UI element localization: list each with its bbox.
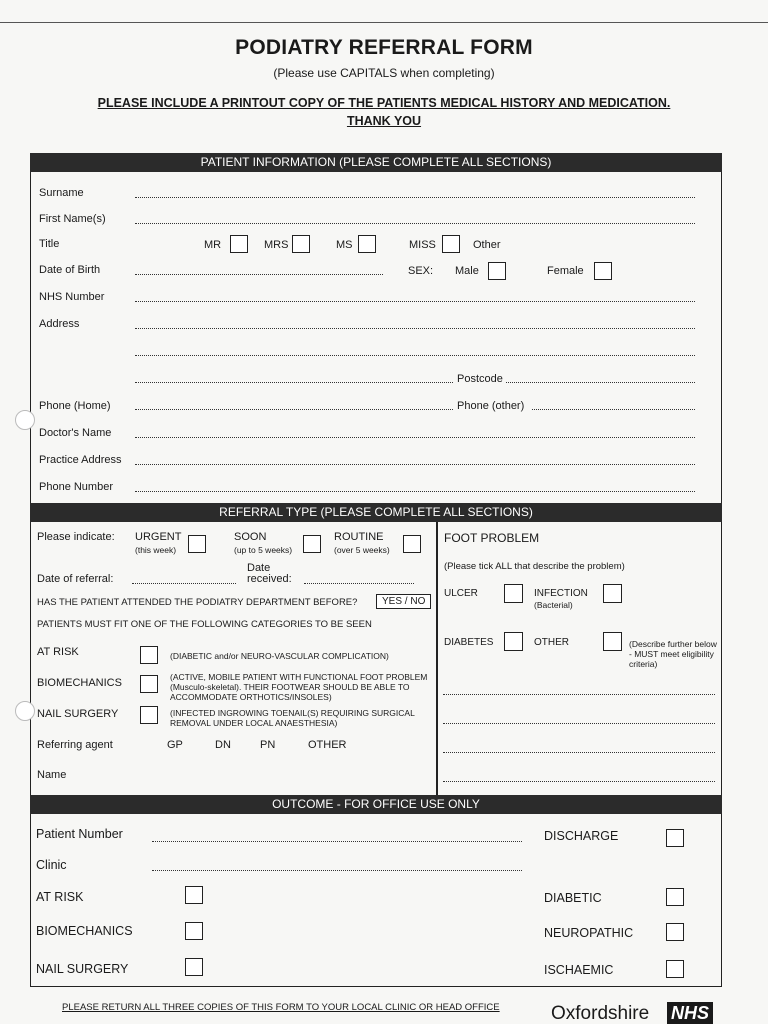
diabetic-checkbox[interactable] <box>666 888 684 906</box>
phone-other-field[interactable] <box>532 409 695 410</box>
agent-dn[interactable]: DN <box>215 739 231 751</box>
doctor-name-label: Doctor's Name <box>39 427 112 439</box>
attended-before-label: HAS THE PATIENT ATTENDED THE PODIATRY DEPARTMENT BEFORE? <box>37 597 358 608</box>
nail-surgery-checkbox[interactable] <box>140 706 158 724</box>
soon-note: (up to 5 weeks) <box>234 545 293 555</box>
sex-female-label: Female <box>547 265 584 277</box>
practice-address-label: Practice Address <box>39 454 122 466</box>
neuropathic-label: NEUROPATHIC <box>544 926 634 940</box>
soon-checkbox[interactable] <box>303 535 321 553</box>
address-line-2[interactable] <box>135 355 695 356</box>
phone-other-label: Phone (other) <box>457 400 525 412</box>
title-mrs-label: MRS <box>264 239 289 251</box>
patient-number-field[interactable] <box>152 841 522 842</box>
name-label: Name <box>37 769 67 781</box>
foot-problem-instruction: (Please tick ALL that describe the problem) <box>444 561 625 572</box>
foot-problem-header: FOOT PROBLEM <box>444 531 540 545</box>
outcome-biomechanics-label: BIOMECHANICS <box>36 924 133 938</box>
outcome-panel <box>30 795 722 987</box>
title-other-label: Other <box>473 239 501 251</box>
punch-hole-lower <box>15 701 35 721</box>
patient-number-label: Patient Number <box>36 827 123 841</box>
routine-label: ROUTINE <box>334 531 384 543</box>
dob-field[interactable] <box>135 274 383 275</box>
routine-note: (over 5 weeks) <box>334 545 390 555</box>
urgent-note: (this week) <box>135 545 177 555</box>
nail-surgery-label: NAIL SURGERY <box>37 708 119 720</box>
referral-header: REFERRAL TYPE (PLEASE COMPLETE ALL SECTIONS) <box>30 503 722 522</box>
infection-note: (Bacterial) <box>534 600 573 610</box>
title-mr-checkbox[interactable] <box>230 235 248 253</box>
address-label: Address <box>39 318 80 330</box>
punch-hole-upper <box>15 410 35 430</box>
foot-desc-line-2[interactable] <box>443 723 715 724</box>
ulcer-label: ULCER <box>444 588 478 599</box>
page-title: PODIATRY REFERRAL FORM <box>235 36 533 59</box>
page-edge <box>0 22 768 23</box>
urgent-checkbox[interactable] <box>188 535 206 553</box>
outcome-nail-surgery-checkbox[interactable] <box>185 958 203 976</box>
foot-desc-line-3[interactable] <box>443 752 715 753</box>
routine-checkbox[interactable] <box>403 535 421 553</box>
notice-line-2: THANK YOU <box>346 114 422 128</box>
ischaemic-checkbox[interactable] <box>666 960 684 978</box>
title-ms-label: MS <box>336 239 353 251</box>
nhs-logo: NHS <box>667 1002 713 1024</box>
notice-line-1: PLEASE INCLUDE A PRINTOUT COPY OF THE PATIENTS MEDICAL HISTORY AND MEDICATION. <box>97 96 671 110</box>
first-names-field[interactable] <box>135 223 695 224</box>
at-risk-checkbox[interactable] <box>140 646 158 664</box>
first-names-label: First Name(s) <box>39 213 106 225</box>
biomechanics-checkbox[interactable] <box>140 675 158 693</box>
foot-other-note: (Describe further below - MUST meet eligibility criteria) <box>629 639 717 669</box>
address-line-1[interactable] <box>135 328 695 329</box>
title-label: Title <box>39 238 60 250</box>
referral-divider <box>436 522 438 797</box>
page-subtitle: (Please use CAPITALS when completing) <box>273 66 495 80</box>
clinic-field[interactable] <box>152 870 522 871</box>
nhs-number-label: NHS Number <box>39 291 105 303</box>
soon-label: SOON <box>234 531 267 543</box>
patient-info-panel <box>30 153 722 505</box>
foot-desc-line-1[interactable] <box>443 694 715 695</box>
referring-agent-label: Referring agent <box>37 739 113 751</box>
sex-male-checkbox[interactable] <box>488 262 506 280</box>
title-mrs-checkbox[interactable] <box>292 235 310 253</box>
outcome-at-risk-checkbox[interactable] <box>185 886 203 904</box>
diabetes-checkbox[interactable] <box>504 632 523 651</box>
postcode-label: Postcode <box>457 373 503 385</box>
please-indicate-label: Please indicate: <box>37 531 115 543</box>
sex-male-label: Male <box>455 265 479 277</box>
surname-label: Surname <box>39 187 84 199</box>
date-received-label-2: received: <box>247 573 292 585</box>
phone-home-label: Phone (Home) <box>39 400 111 412</box>
date-of-referral-field[interactable] <box>132 583 236 584</box>
dob-label: Date of Birth <box>39 264 101 276</box>
return-note: PLEASE RETURN ALL THREE COPIES OF THIS FORM TO YOUR LOCAL CLINIC OR HEAD OFFICE <box>62 1002 500 1013</box>
date-received-field[interactable] <box>304 583 414 584</box>
phone-number-label: Phone Number <box>39 481 113 493</box>
title-miss-label: MISS <box>409 239 436 251</box>
outcome-header: OUTCOME - FOR OFFICE USE ONLY <box>30 795 722 814</box>
outcome-nail-surgery-label: NAIL SURGERY <box>36 962 129 976</box>
sex-female-checkbox[interactable] <box>594 262 612 280</box>
outcome-biomechanics-checkbox[interactable] <box>185 922 203 940</box>
sex-label: SEX: <box>408 265 434 277</box>
at-risk-label: AT RISK <box>37 646 79 658</box>
phone-number-field[interactable] <box>135 491 695 492</box>
categories-label: PATIENTS MUST FIT ONE OF THE FOLLOWING CATEGORIES TO BE SEEN <box>37 619 372 630</box>
yes-no-box[interactable]: YES / NO <box>376 594 431 609</box>
neuropathic-checkbox[interactable] <box>666 923 684 941</box>
outcome-at-risk-label: AT RISK <box>36 890 84 904</box>
diabetes-label: DIABETES <box>444 637 494 648</box>
diabetic-label: DIABETIC <box>544 891 602 905</box>
at-risk-note: (DIABETIC and/or NEURO-VASCULAR COMPLICATION) <box>170 651 389 661</box>
agent-gp[interactable]: GP <box>167 739 183 751</box>
clinic-label: Clinic <box>36 858 67 872</box>
infection-label: INFECTION <box>534 588 588 599</box>
nail-surgery-note: (INFECTED INGROWING TOENAIL(S) REQUIRING SURGICAL REMOVAL UNDER LOCAL ANAESTHESIA) <box>170 708 415 728</box>
postcode-field[interactable] <box>506 382 695 383</box>
discharge-checkbox[interactable] <box>666 829 684 847</box>
foot-desc-line-4[interactable] <box>443 781 715 782</box>
biomechanics-note: (ACTIVE, MOBILE PATIENT WITH FUNCTIONAL FOOT PROBLEM (Musculo-skeletal). THEIR FOOTWEAR SHOULD BE ABLE TO ACCOMMODATE ORTHOTICS/INSOLES) <box>170 672 428 702</box>
address-line-3[interactable] <box>135 382 453 383</box>
oxfordshire-logo-text: Oxfordshire <box>551 1003 650 1024</box>
agent-other[interactable]: OTHER <box>308 739 347 751</box>
ischaemic-label: ISCHAEMIC <box>544 963 614 977</box>
agent-pn[interactable]: PN <box>260 739 276 751</box>
patient-info-header: PATIENT INFORMATION (PLEASE COMPLETE ALL SECTIONS) <box>30 153 722 172</box>
title-mr-label: MR <box>204 239 222 251</box>
discharge-label: DISCHARGE <box>544 829 619 843</box>
infection-checkbox[interactable] <box>603 584 622 603</box>
nhs-number-field[interactable] <box>135 301 695 302</box>
practice-address-field[interactable] <box>135 464 695 465</box>
date-of-referral-label: Date of referral: <box>37 573 114 585</box>
foot-other-checkbox[interactable] <box>603 632 622 651</box>
urgent-label: URGENT <box>135 531 182 543</box>
title-ms-checkbox[interactable] <box>358 235 376 253</box>
ulcer-checkbox[interactable] <box>504 584 523 603</box>
phone-home-field[interactable] <box>135 409 453 410</box>
surname-field[interactable] <box>135 197 695 198</box>
date-received-label-1: Date <box>247 562 271 574</box>
doctor-name-field[interactable] <box>135 437 695 438</box>
foot-other-label: OTHER <box>534 637 569 648</box>
title-miss-checkbox[interactable] <box>442 235 460 253</box>
biomechanics-label: BIOMECHANICS <box>37 677 122 689</box>
